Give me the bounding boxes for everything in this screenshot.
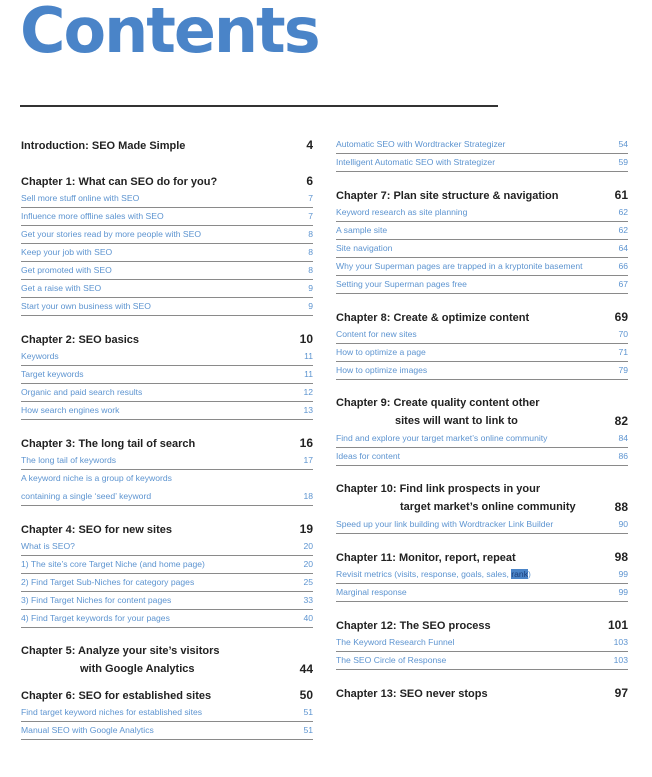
toc-section-link[interactable]	[336, 136, 628, 154]
chapter-title: Chapter 13: SEO never stops	[336, 688, 488, 700]
toc-section-link[interactable]	[336, 430, 628, 448]
chapter-page: 88	[614, 500, 628, 514]
section-page: 13	[303, 405, 313, 415]
section-page: 9	[308, 301, 313, 311]
toc-section-link[interactable]	[21, 226, 313, 244]
chapter-page: 61	[614, 188, 628, 202]
section-page: 64	[618, 243, 628, 253]
section-title: The long tail of keywords	[21, 455, 117, 465]
section-title: Speed up your link building with Wordtracker Link Builder	[336, 519, 554, 529]
toc-section-link[interactable]	[21, 722, 313, 740]
section-page: 62	[618, 225, 628, 235]
chapter-title-line2: with Google Analytics	[80, 663, 195, 675]
toc-chapter-7	[336, 186, 628, 294]
section-title: Organic and paid search results	[21, 387, 143, 397]
section-title: How search engines work	[21, 405, 120, 415]
chapter-page: 6	[306, 174, 313, 188]
section-page: 40	[303, 613, 313, 623]
chapter-page: 44	[299, 662, 313, 676]
toc-chapter-13	[336, 684, 628, 702]
section-page: 51	[303, 725, 313, 735]
section-title: Marginal response	[336, 587, 407, 597]
chapter-heading[interactable]	[336, 548, 628, 566]
section-title: Sell more stuff online with SEO	[21, 193, 140, 203]
section-page: 99	[618, 569, 628, 579]
section-page: 8	[308, 229, 313, 239]
toc-section-link[interactable]	[21, 190, 313, 208]
section-page: 79	[618, 365, 628, 375]
chapter-page: 4	[306, 138, 313, 152]
section-title: 4) Find Target keywords for your pages	[21, 613, 170, 623]
section-page: 8	[308, 247, 313, 257]
toc-section-link[interactable]	[336, 566, 628, 584]
section-title: Keyword research as site planning	[336, 207, 468, 217]
section-title: containing a single ‘seed’ keyword	[21, 491, 152, 501]
section-page: 90	[618, 519, 628, 529]
chapter-title: Introduction: SEO Made Simple	[21, 140, 186, 152]
section-page: 25	[303, 577, 313, 587]
toc-chapter-3	[21, 434, 313, 506]
toc-section-link[interactable]	[336, 204, 628, 222]
toc-section-link[interactable]	[336, 326, 628, 344]
section-page: 84	[618, 433, 628, 443]
section-page: 20	[303, 559, 313, 569]
toc-chapter-1	[21, 172, 313, 316]
section-page: 12	[303, 387, 313, 397]
toc-chapter-5	[21, 642, 313, 678]
section-page: 70	[618, 329, 628, 339]
chapter-title-line2: sites will want to link to	[395, 415, 518, 427]
section-title: Intelligent Automatic SEO with Strategizer	[336, 157, 496, 167]
chapter-heading[interactable]	[336, 684, 628, 702]
section-title: Target keywords	[21, 369, 84, 379]
toc-section-link[interactable]	[336, 584, 628, 602]
section-page: 8	[308, 265, 313, 275]
chapter-title: Chapter 12: The SEO process	[336, 620, 491, 632]
toc-section-link[interactable]	[21, 574, 313, 592]
toc-chapter-9	[336, 394, 628, 466]
section-page: 51	[303, 707, 313, 717]
chapter-title: Chapter 2: SEO basics	[21, 334, 139, 346]
chapter-title: Chapter 11: Monitor, report, repeat	[336, 552, 516, 564]
chapter-title-line2-row	[336, 498, 628, 516]
section-page: 7	[308, 193, 313, 203]
section-page: 7	[308, 211, 313, 221]
section-page: 86	[618, 451, 628, 461]
toc-column-left	[21, 136, 313, 754]
toc-section-link[interactable]	[336, 240, 628, 258]
section-page: 17	[303, 455, 313, 465]
toc-section-link[interactable]	[21, 384, 313, 402]
chapter-title: Chapter 6: SEO for established sites	[21, 690, 212, 702]
toc-section-link[interactable]	[21, 592, 313, 610]
toc-section-link[interactable]	[336, 362, 628, 380]
chapter-title-line1: Chapter 5: Analyze your site’s visitors	[21, 645, 220, 657]
section-title: What is SEO?	[21, 541, 75, 551]
chapter-title-line2: target market’s online community	[400, 501, 576, 513]
section-title: 3) Find Target Niches for content pages	[21, 595, 172, 605]
section-title: How to optimize a page	[336, 347, 426, 357]
section-title: Setting your Superman pages free	[336, 279, 467, 289]
section-title-pre: Revisit metrics (visits, response, goals, sales,	[336, 569, 512, 579]
section-page: 66	[618, 261, 628, 271]
toc-section-link[interactable]	[336, 222, 628, 240]
section-title: Why your Superman pages are trapped in a kryptonite basement	[336, 261, 583, 271]
section-title: Automatic SEO with Wordtracker Strategizer	[336, 139, 506, 149]
chapter-heading[interactable]	[336, 308, 628, 326]
section-title: Get your stories read by more people with SEO	[21, 229, 202, 239]
chapter-page: 97	[614, 686, 628, 700]
toc-chapter-12	[336, 616, 628, 670]
toc-chapter-11	[336, 548, 628, 602]
section-title	[336, 566, 531, 583]
chapter-page: 98	[614, 550, 628, 564]
section-title: The Keyword Research Funnel	[336, 637, 455, 647]
chapter-heading[interactable]	[336, 186, 628, 204]
toc-section-link[interactable]	[21, 262, 313, 280]
section-title: How to optimize images	[336, 365, 428, 375]
chapter-title: Chapter 3: The long tail of search	[21, 438, 196, 450]
section-title: Content for new sites	[336, 329, 417, 339]
toc-section-link[interactable]	[21, 488, 313, 506]
toc-section-link[interactable]	[336, 344, 628, 362]
toc-section-link[interactable]	[21, 556, 313, 574]
section-page: 18	[303, 491, 313, 501]
chapter-heading[interactable]	[336, 616, 628, 634]
toc-section-link[interactable]	[21, 538, 313, 556]
toc-section-link[interactable]	[336, 154, 628, 172]
title-divider	[20, 105, 498, 107]
chapter-title: Chapter 4: SEO for new sites	[21, 524, 172, 536]
toc-section-link[interactable]	[21, 402, 313, 420]
toc-chapter-6b	[336, 136, 628, 172]
section-title: Site navigation	[336, 243, 393, 253]
chapter-heading[interactable]	[21, 172, 313, 190]
toc-section-link[interactable]	[21, 208, 313, 226]
page-title: Contents	[20, 0, 319, 67]
chapter-title-line2-row	[336, 412, 628, 430]
toc-section-link[interactable]	[336, 652, 628, 670]
chapter-page: 101	[607, 618, 628, 632]
chapter-heading[interactable]	[21, 520, 313, 538]
section-page: 71	[618, 347, 628, 357]
section-page: 9	[308, 283, 313, 293]
toc-chapter-4	[21, 520, 313, 628]
section-page: 54	[618, 139, 628, 149]
section-title: Keywords	[21, 351, 59, 361]
chapter-title-line1: Chapter 9: Create quality content other	[336, 397, 540, 409]
section-page: 103	[613, 637, 628, 647]
section-page: 62	[618, 207, 628, 217]
chapter-heading[interactable]	[336, 394, 628, 430]
section-page: 33	[303, 595, 313, 605]
toc-section-link[interactable]	[21, 280, 313, 298]
toc-section-link[interactable]	[21, 348, 313, 366]
chapter-title: Chapter 8: Create & optimize content	[336, 312, 530, 324]
chapter-heading[interactable]	[336, 480, 628, 516]
toc-section-link[interactable]	[21, 452, 313, 470]
chapter-title: Chapter 1: What can SEO do for you?	[21, 176, 218, 188]
section-title: 1) The site’s core Target Niche (and home page)	[21, 559, 205, 569]
chapter-page: 19	[299, 522, 313, 536]
chapter-page: 10	[299, 332, 313, 346]
toc-section-link[interactable]	[336, 634, 628, 652]
section-title-post: )	[528, 569, 531, 579]
section-title: A sample site	[336, 225, 388, 235]
toc-intro	[21, 136, 313, 154]
section-title: Find and explore your target market’s online community	[336, 433, 548, 443]
toc-section-link[interactable]	[336, 258, 628, 276]
toc-chapter-10	[336, 480, 628, 534]
toc-section-link[interactable]	[21, 610, 313, 628]
chapter-heading[interactable]	[21, 686, 313, 704]
section-title: Ideas for content	[336, 451, 401, 461]
section-title: Find target keyword niches for established sites	[21, 707, 203, 717]
chapter-title: Chapter 7: Plan site structure & navigation	[336, 190, 559, 202]
highlighted-text: rank	[511, 569, 528, 579]
chapter-heading[interactable]	[21, 330, 313, 348]
toc-section-link[interactable]	[336, 276, 628, 294]
section-title: The SEO Circle of Response	[336, 655, 447, 665]
section-title: Keep your job with SEO	[21, 247, 113, 257]
section-page: 11	[304, 369, 313, 379]
section-page: 11	[304, 351, 313, 361]
toc-chapter-8	[336, 308, 628, 380]
section-page: 99	[618, 587, 628, 597]
section-title: A keyword niche is a group of keywords	[21, 473, 172, 483]
chapter-page: 16	[299, 436, 313, 450]
chapter-heading[interactable]	[21, 136, 313, 154]
chapter-page: 82	[614, 414, 628, 428]
chapter-heading[interactable]	[21, 434, 313, 452]
section-title: Manual SEO with Google Analytics	[21, 725, 154, 735]
toc-column-right	[336, 136, 628, 716]
section-title: Influence more offline sales with SEO	[21, 211, 164, 221]
toc-section-link[interactable]	[21, 704, 313, 722]
section-page: 67	[618, 279, 628, 289]
toc-chapter-2	[21, 330, 313, 420]
toc-chapter-6a	[21, 686, 313, 740]
section-title: Get a raise with SEO	[21, 283, 102, 293]
toc-section-link[interactable]	[336, 448, 628, 466]
section-page: 103	[613, 655, 628, 665]
toc-section-link[interactable]	[21, 298, 313, 316]
chapter-page: 69	[614, 310, 628, 324]
chapter-title-line1: Chapter 10: Find link prospects in your	[336, 483, 541, 495]
chapter-heading[interactable]	[21, 642, 313, 678]
chapter-page: 50	[299, 688, 313, 702]
section-page: 20	[303, 541, 313, 551]
section-title: Start your own business with SEO	[21, 301, 151, 311]
toc-section-link[interactable]	[21, 244, 313, 262]
section-title: 2) Find Target Sub-Niches for category pages	[21, 577, 195, 587]
toc-section-link[interactable]	[21, 366, 313, 384]
toc-section-link[interactable]	[336, 516, 628, 534]
section-page: 59	[618, 157, 628, 167]
section-title: Get promoted with SEO	[21, 265, 112, 275]
toc-section-link[interactable]	[21, 470, 313, 488]
